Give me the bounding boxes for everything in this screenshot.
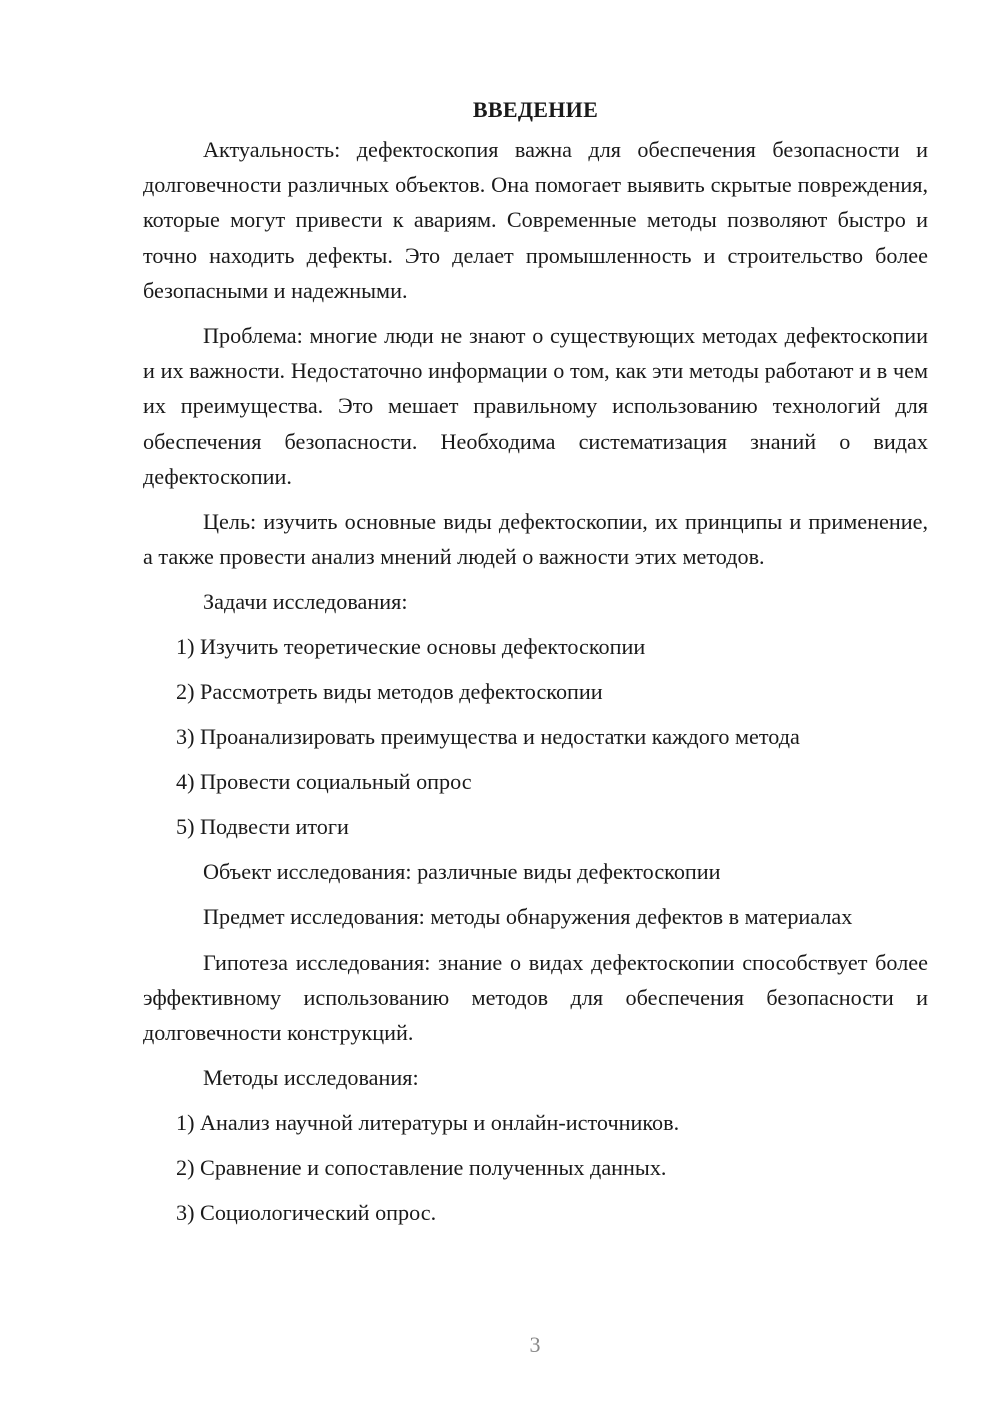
- document-page: [143, 90, 928, 1240]
- task-item: 5) Подвести итоги: [176, 814, 349, 840]
- relevance-paragraph: Актуальность: дефектоскопия важна для обеспечения безопасности и долговечности различных объектов. Она помогает выявить скрытые повреждения, которые могут привести к авариям. Современные методы позволяют быстро и точно находить дефекты. Это делает промышленность и строительство более безопасными и надежными.: [143, 137, 928, 303]
- task-item: 3) Проанализировать преимущества и недостатки каждого метода: [176, 724, 800, 750]
- page-number: 3: [529, 1332, 541, 1357]
- method-item: 2) Сравнение и сопоставление полученных данных.: [176, 1155, 667, 1181]
- tasks-list: [143, 629, 928, 844]
- goal-paragraph: Цель: изучить основные виды дефектоскопии, их принципы и применение, а также провести анализ мнений людей о важности этих методов.: [143, 509, 928, 570]
- section-title: ВВЕДЕНИЕ: [472, 97, 599, 122]
- subject-paragraph: Предмет исследования: методы обнаружения дефектов в материалах: [203, 904, 853, 930]
- methods-heading: Методы исследования:: [203, 1065, 419, 1091]
- problem-paragraph: Проблема: многие люди не знают о существующих методах дефектоскопии и их важности. Недостаточно информации о том, как эти методы работают и в чем их преимущества. Это мешает правильному использованию технологий для обеспечения безопасности. Необходима систематизация знаний о видах дефектоскопии.: [143, 323, 928, 489]
- hypothesis-paragraph: Гипотеза исследования: знание о видах дефектоскопии способствует более эффективному использованию методов для обеспечения безопасности и долговечности конструкций.: [143, 949, 928, 1046]
- tasks-heading: Задачи исследования:: [203, 589, 408, 615]
- method-item: 1) Анализ научной литературы и онлайн-источников.: [176, 1110, 680, 1136]
- methods-list: [143, 1105, 928, 1230]
- task-item: 1) Изучить теоретические основы дефектоскопии: [176, 634, 646, 660]
- task-item: 4) Провести социальный опрос: [176, 769, 472, 795]
- object-paragraph: Объект исследования: различные виды дефектоскопии: [203, 859, 721, 885]
- task-item: 2) Рассмотреть виды методов дефектоскопии: [176, 679, 603, 705]
- method-item: 3) Социологический опрос.: [176, 1200, 437, 1226]
